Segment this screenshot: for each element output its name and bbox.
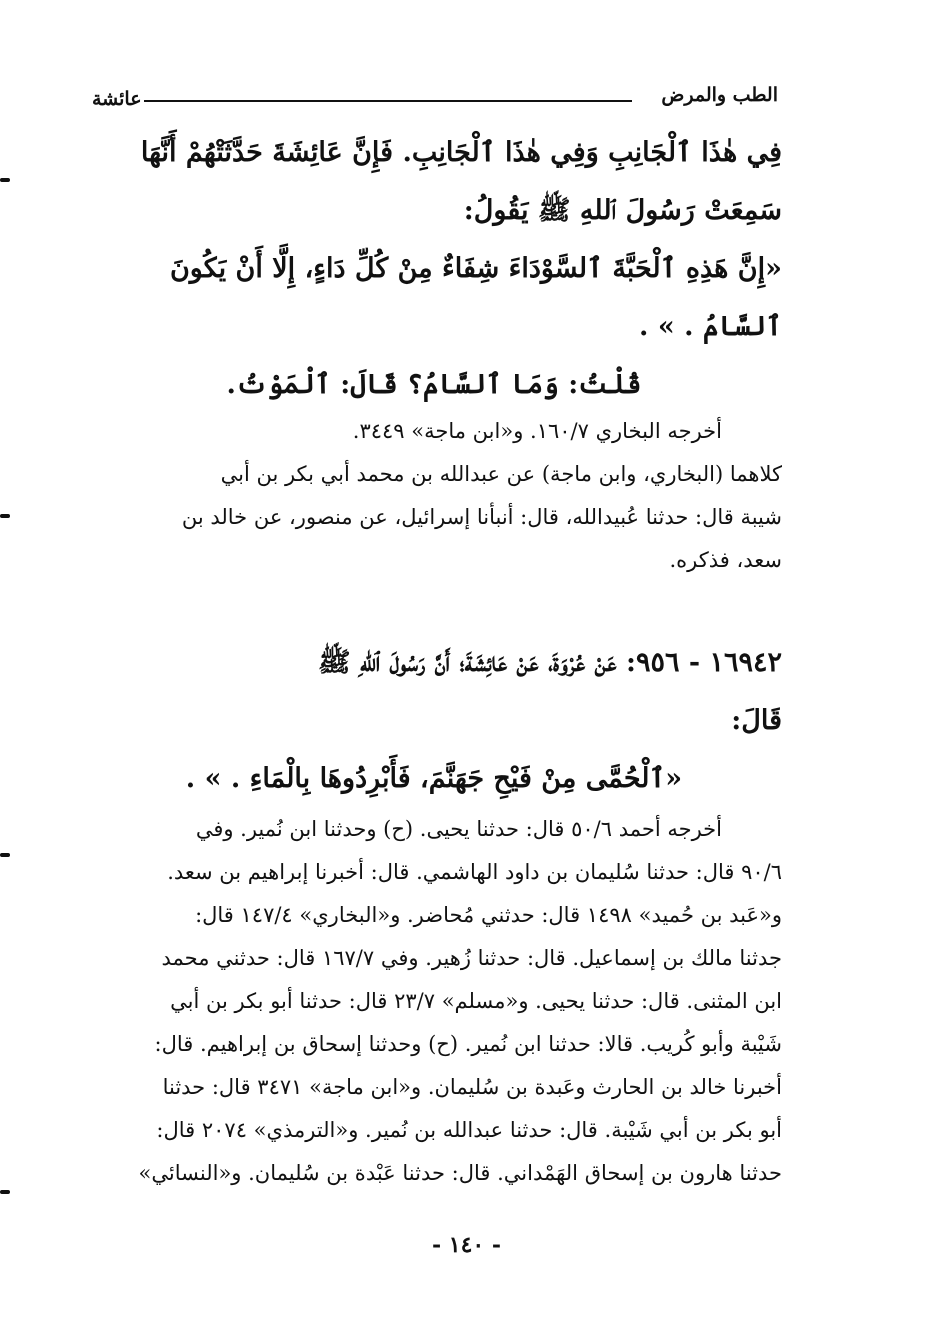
- takhrij-line: أبو بكر بن أبي شَيْبة. قال: حدثنا عبدالله بن نُمير. و«الترمذي» ٢٠٧٤ قال:: [156, 1118, 782, 1142]
- hadith-2-text: [86, 634, 782, 808]
- takhrij-line: أخرجه أحمد ٥٠/٦ قال: حدثنا يحيى. (ح) وحدثنا ابن نُمير. وفي: [195, 817, 722, 841]
- takhrij-line: أخبرنا خالد بن الحارث وعَبدة بن سُليمان. و«ابن ماجة» ٣٤٧١ قال: حدثنا: [162, 1075, 782, 1099]
- header-name: عائشة: [92, 88, 142, 110]
- scan-mark: [0, 514, 10, 518]
- hadith-line: سَمِعَتْ رَسُولَ ٱللهِ ﷺ يَقُولُ:: [463, 195, 782, 226]
- takhrij-line: كلاهما (البخاري، وابن ماجة) عن عبدالله بن محمد أبي بكر بن أبي: [220, 462, 782, 486]
- takhrij-line: سعد، فذكره.: [669, 548, 782, 572]
- hadith-line: «ٱلْحُمَّى مِنْ فَيْحِ جَهَنَّمَ، فَأَبْرِدُوهَا بِالْمَاءِ . » .: [185, 763, 683, 794]
- chapter-title: الطب والمرض: [661, 84, 778, 106]
- header-rule: [144, 100, 632, 102]
- takhrij-line: و«عَبد بن حُميد» ١٤٩٨ قال: حدثني مُحاضر. و«البخاري» ١٤٧/٤ قال:: [195, 903, 782, 927]
- hadith-1-text: [86, 124, 782, 414]
- takhrij-line: أخرجه البخاري ١٦٠/٧. و«ابن ماجة» ٣٤٤٩.: [352, 419, 722, 443]
- page-header: [86, 80, 778, 116]
- scan-mark: [0, 853, 10, 857]
- hadith-line: قُلْتُ: وَمَا ٱلسَّامُ؟ قَالَ: ٱلْمَوْتُ.: [226, 369, 642, 400]
- hadith-line: فِي هٰذَا ٱلْجَانِبِ وَفِي هٰذَا ٱلْجَانِبِ. فَإِنَّ عَائِشَةَ حَدَّثَتْهُمْ أَنَّهَا: [140, 137, 782, 168]
- takhrij-line: ابن المثنى. قال: حدثنا يحيى. و«مسلم» ٢٣/٧ قال: حدثنا أبو بكر بن أبي: [170, 989, 782, 1013]
- takhrij-line: شَيْبة وأبو كُريب. قالا: حدثنا ابن نُمير. (ح) وحدثنا إسحاق بن إبراهيم. قال:: [154, 1032, 782, 1056]
- hadith-line: «إِنَّ هَذِهِ ٱلْحَبَّةَ ٱلسَّوْدَاءَ شِفَاءٌ مِنْ كُلِّ دَاءٍ، إِلَّا أَنْ يَكُونَ: [169, 253, 782, 284]
- takhrij-2: [86, 808, 782, 1195]
- takhrij-line: ٩٠/٦ قال: حدثنا سُليمان بن داود الهاشمي. قال: أخبرنا إبراهيم بن سعد.: [167, 860, 782, 884]
- hadith-line: قَالَ:: [731, 705, 782, 736]
- takhrij-line: حدثنا هارون بن إسحاق الهَمْداني. قال: حدثنا عَبْدة بن سُليمان. و«النسائي»: [138, 1161, 782, 1185]
- hadith-line: ٱلسَّامُ . » .: [639, 311, 782, 342]
- scan-mark: [0, 178, 10, 182]
- takhrij-1: [86, 410, 782, 582]
- takhrij-line: شيبة قال: حدثنا عُبيدالله، قال: أنبأنا إسرائيل، عن منصور، عن خالد بن: [181, 505, 782, 529]
- page-number: - ١٤٠ -: [431, 1232, 502, 1258]
- scan-mark: [0, 1190, 10, 1194]
- hadith-line: ١٦٩٤٢ - ٩٥٦: عَنْ عُرْوَةَ، عَنْ عَائِشَةَ؛ أَنَّ رَسُولَ ٱللهِ ﷺ: [317, 647, 782, 678]
- takhrij-line: جدثنا مالك بن إسماعيل. قال: حدثنا زُهير. وفي ١٦٧/٧ قال: حدثني محمد: [161, 946, 782, 970]
